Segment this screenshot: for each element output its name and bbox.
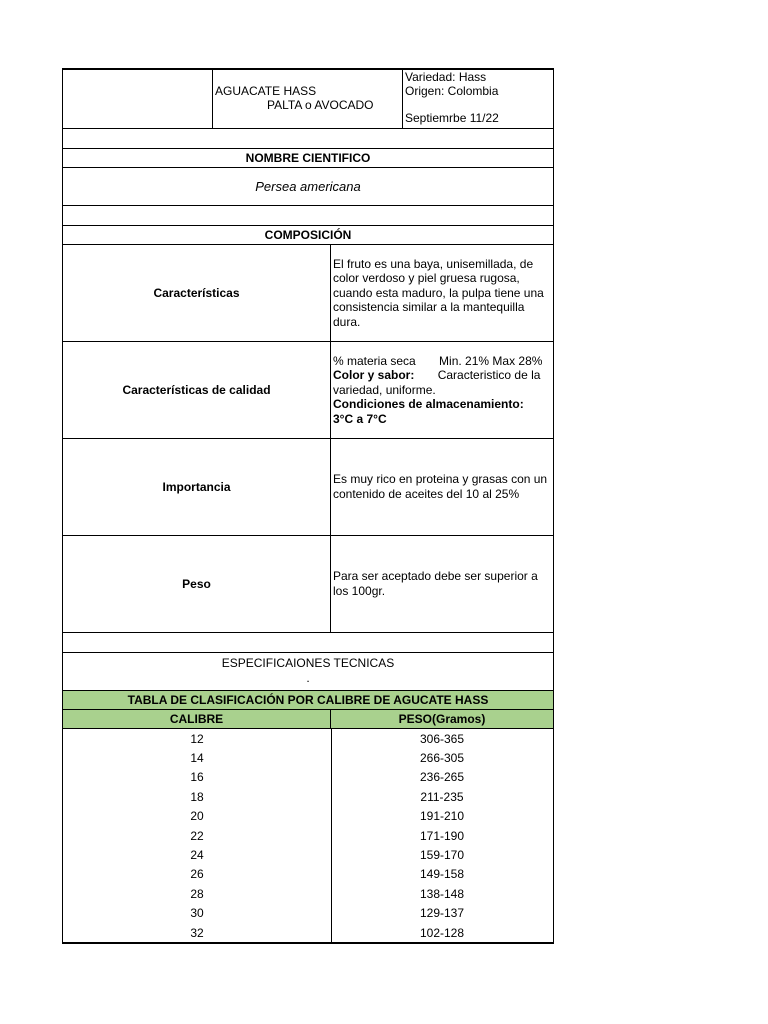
table-row bbox=[63, 865, 553, 884]
column-header-caliber: CALIBRE bbox=[63, 710, 331, 728]
variety-text: Variedad: Hass bbox=[405, 70, 487, 84]
importance-text: Es muy rico en proteina y grasas con un contenido de aceites del 10 al 25% bbox=[333, 472, 548, 501]
table-row bbox=[63, 845, 553, 864]
weight-cell: 266-305 bbox=[419, 751, 465, 766]
importance-row bbox=[63, 439, 553, 536]
weight-cell: 138-148 bbox=[419, 886, 465, 901]
color-value: Caracteristico de la variedad, uniforme. bbox=[333, 368, 541, 397]
date-text: Septiemrbe 11/22 bbox=[405, 111, 499, 125]
table-row bbox=[63, 826, 553, 845]
classification-table-title: TABLA DE CLASIFICACIÓN POR CALIBRE DE AGUCATE HASS bbox=[63, 691, 553, 710]
dry-matter-line bbox=[333, 354, 549, 369]
classification-table-header bbox=[63, 710, 553, 729]
spacer-row bbox=[63, 129, 553, 149]
caliber-cell: 32 bbox=[63, 923, 332, 942]
product-name-cell bbox=[213, 70, 403, 128]
caliber-cell: 26 bbox=[63, 865, 332, 884]
table-row bbox=[63, 904, 553, 923]
quality-details bbox=[331, 342, 553, 438]
spacer-row bbox=[63, 206, 553, 226]
caliber-cell: 22 bbox=[63, 826, 332, 845]
technical-specs-row bbox=[63, 653, 553, 691]
table-row bbox=[63, 787, 553, 806]
storage-label: Condiciones de almacenamiento: bbox=[333, 397, 524, 412]
table-row bbox=[63, 768, 553, 787]
characteristics-label: Características bbox=[63, 245, 331, 341]
logo-cell bbox=[63, 70, 213, 128]
table-row bbox=[63, 923, 553, 942]
characteristics-row bbox=[63, 245, 553, 342]
weight-cell: 102-128 bbox=[419, 925, 465, 940]
spec-sheet bbox=[62, 68, 554, 944]
color-label: Color y sabor: bbox=[333, 368, 415, 383]
storage-value: 3°C a 7°C bbox=[333, 411, 387, 426]
quality-label: Características de calidad bbox=[63, 342, 331, 438]
weight-cell: 129-137 bbox=[419, 906, 465, 921]
caliber-cell: 24 bbox=[63, 845, 332, 864]
weight-cell: 306-365 bbox=[419, 731, 465, 746]
product-name-line1: AGUACATE HASS bbox=[215, 84, 317, 98]
weight-cell: 191-210 bbox=[419, 809, 465, 824]
weight-cell: 211-235 bbox=[420, 789, 464, 804]
quality-row bbox=[63, 342, 553, 439]
weight-text: Para ser aceptado debe ser superior a los 100gr. bbox=[333, 569, 538, 598]
dry-matter-label: % materia seca bbox=[333, 353, 416, 368]
technical-specs-dot: . bbox=[306, 671, 310, 685]
origin-text: Origen: Colombia bbox=[405, 84, 499, 98]
weight-row bbox=[63, 536, 553, 633]
weight-cell: 149-158 bbox=[419, 867, 465, 882]
classification-table-body bbox=[63, 729, 553, 942]
caliber-cell: 30 bbox=[63, 904, 332, 923]
scientific-name-row bbox=[63, 168, 553, 206]
table-row bbox=[63, 807, 553, 826]
column-header-weight: PESO(Gramos) bbox=[398, 711, 486, 726]
scientific-name-title: NOMBRE CIENTIFICO bbox=[63, 149, 553, 168]
spacer-row bbox=[63, 633, 553, 653]
caliber-cell: 16 bbox=[63, 768, 332, 787]
caliber-cell: 18 bbox=[63, 787, 332, 806]
color-line bbox=[333, 368, 549, 397]
table-row bbox=[63, 748, 553, 767]
product-name-line2: PALTA o AVOCADO bbox=[267, 98, 374, 112]
weight-cell: 171-190 bbox=[419, 828, 465, 843]
characteristics-text: El fruto es una baya, unisemillada, de color verdoso y piel gruesa rugosa, cuando esta maduro, la pulpa tiene una consistencia similar a la mantequilla dura. bbox=[333, 256, 544, 329]
product-info-cell bbox=[403, 70, 553, 128]
table-row bbox=[63, 884, 553, 903]
caliber-cell: 28 bbox=[63, 884, 332, 903]
dry-matter-values: Min. 21% Max 28% bbox=[439, 353, 543, 368]
weight-label: Peso bbox=[63, 536, 331, 632]
composition-title: COMPOSICIÓN bbox=[63, 226, 553, 245]
importance-label: Importancia bbox=[63, 439, 331, 535]
caliber-cell: 12 bbox=[63, 729, 332, 748]
caliber-cell: 20 bbox=[63, 807, 332, 826]
technical-specs-title: ESPECIFICAIONES TECNICAS bbox=[221, 656, 395, 670]
weight-cell: 159-170 bbox=[419, 848, 465, 863]
header-row bbox=[63, 70, 553, 129]
weight-cell: 236-265 bbox=[419, 770, 465, 785]
table-row bbox=[63, 729, 553, 748]
caliber-cell: 14 bbox=[63, 748, 332, 767]
scientific-name-value: Persea americana bbox=[255, 179, 361, 194]
